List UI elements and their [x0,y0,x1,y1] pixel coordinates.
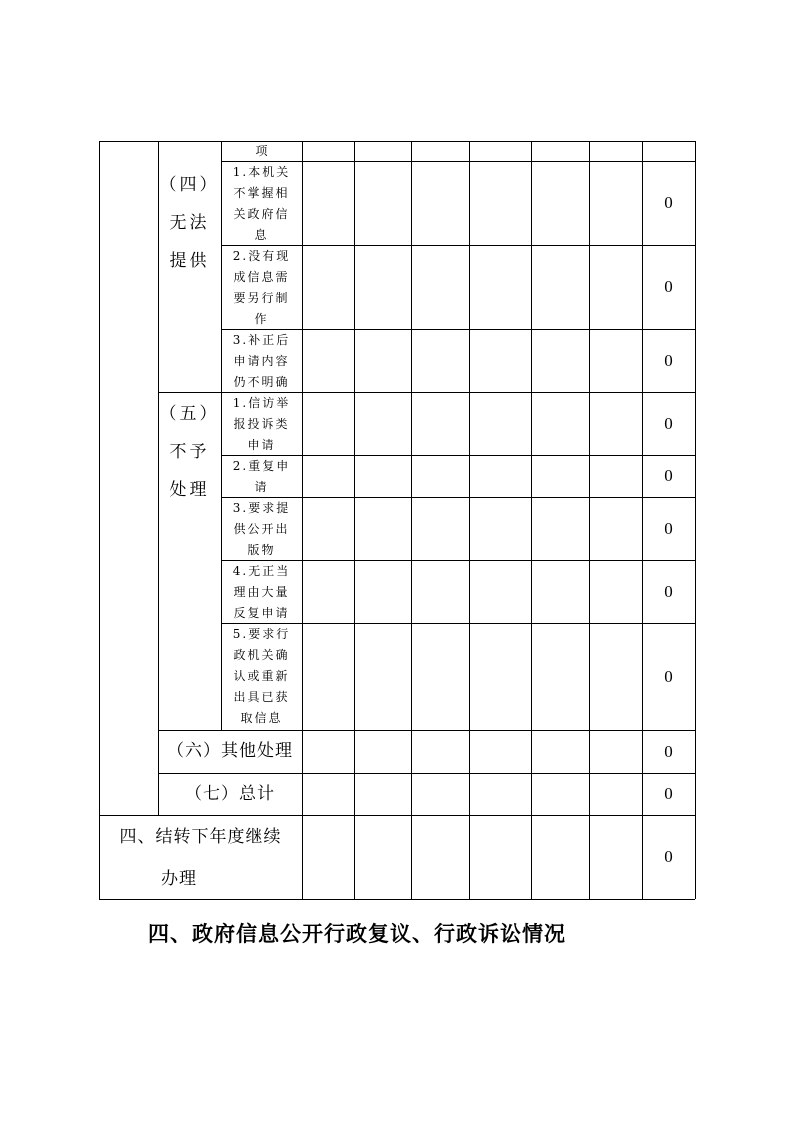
subcategory-label-line: 息 [254,228,269,242]
subcategory-label-line: 2.没有现 [232,249,291,263]
total-value: 0 [664,277,673,296]
subcategory-label-line: 理由大量 [233,585,290,599]
total-value: 0 [664,784,673,803]
subcategory-label [221,561,302,624]
total-value: 0 [664,466,673,485]
section-label-line: （五） [159,404,220,424]
subcategory-label-line: 2.重复申 [232,459,291,473]
subcategory-label-line: 成信息需 [233,270,290,284]
subtotal-label: （七）总计 [185,784,275,804]
subcategory-label-line: 申请 [247,438,276,452]
carry-over-label-line: 四、结转下年度继续 [119,827,282,847]
col-line [589,141,590,899]
total-value: 0 [664,582,673,601]
section-label-line: 提供 [169,251,210,271]
subcategory-label-line: 不掌握相 [233,186,290,200]
subcategory-label-line: 作 [254,312,269,326]
subcategory-label-line: 版物 [247,543,276,557]
col-line [354,141,355,899]
subcategory-label-line: 关政府信 [233,207,290,221]
subcategory-label-line: 5.要求行 [232,627,291,641]
table-border-right [695,141,696,899]
subcategory-label [221,330,302,393]
subcategory-label-line: 仍不明确 [233,375,290,389]
total-value: 0 [664,193,673,212]
subcategory-label [221,162,302,246]
other-processing-label: （六）其他处理 [167,741,293,761]
header-item-cell: 项 [255,144,268,158]
subcategory-label-line: 1.本机关 [232,165,291,179]
subcategory-label [221,246,302,330]
subcategory-label-line: 要另行制 [233,291,290,305]
subcategory-label-line: 请 [254,480,269,494]
section-label-unable-to-provide [158,166,221,280]
subcategory-label-line: 3.补正后 [232,333,291,347]
subcategory-label-line: 认或重新 [233,669,290,683]
section-label-line: 不予 [169,442,210,462]
col-line [469,141,470,899]
section-label-line: 无法 [169,213,210,233]
subcategory-label [221,456,302,498]
subcategory-label-line: 申请内容 [233,354,290,368]
subcategory-label [221,393,302,456]
carry-over-label [99,816,302,900]
col-line [531,141,532,899]
subcategory-label-line: 取信息 [240,711,283,725]
subcategory-label [221,624,302,729]
total-value: 0 [664,847,673,866]
total-value: 0 [664,667,673,686]
table-border-top [99,141,695,142]
subcategory-label-line: 政机关确 [233,648,290,662]
subcategory-label-line: 4.无正当 [232,564,291,578]
total-value: 0 [664,351,673,370]
subcategory-label-line: 报投诉类 [233,417,290,431]
subcategory-label [221,498,302,561]
subcategory-label-line: 反复申请 [233,606,290,620]
section-label-line: （四） [159,175,220,195]
total-value: 0 [664,519,673,538]
section-heading: 四、政府信息公开行政复议、行政诉讼情况 [148,922,566,946]
subcategory-label-line: 3.要求提 [232,501,291,515]
section-label-not-processed [158,395,221,509]
subcategory-label-line: 出具已获 [233,690,290,704]
total-value: 0 [664,414,673,433]
table-border-left [99,141,100,899]
total-value: 0 [664,742,673,761]
subcategory-label-line: 供公开出 [233,522,290,536]
col-line [302,141,303,899]
subcategory-label-line: 1.信访举 [232,396,291,410]
carry-over-label-line: 办理 [161,869,197,889]
col-line [411,141,412,899]
section-label-line: 处理 [169,480,210,500]
